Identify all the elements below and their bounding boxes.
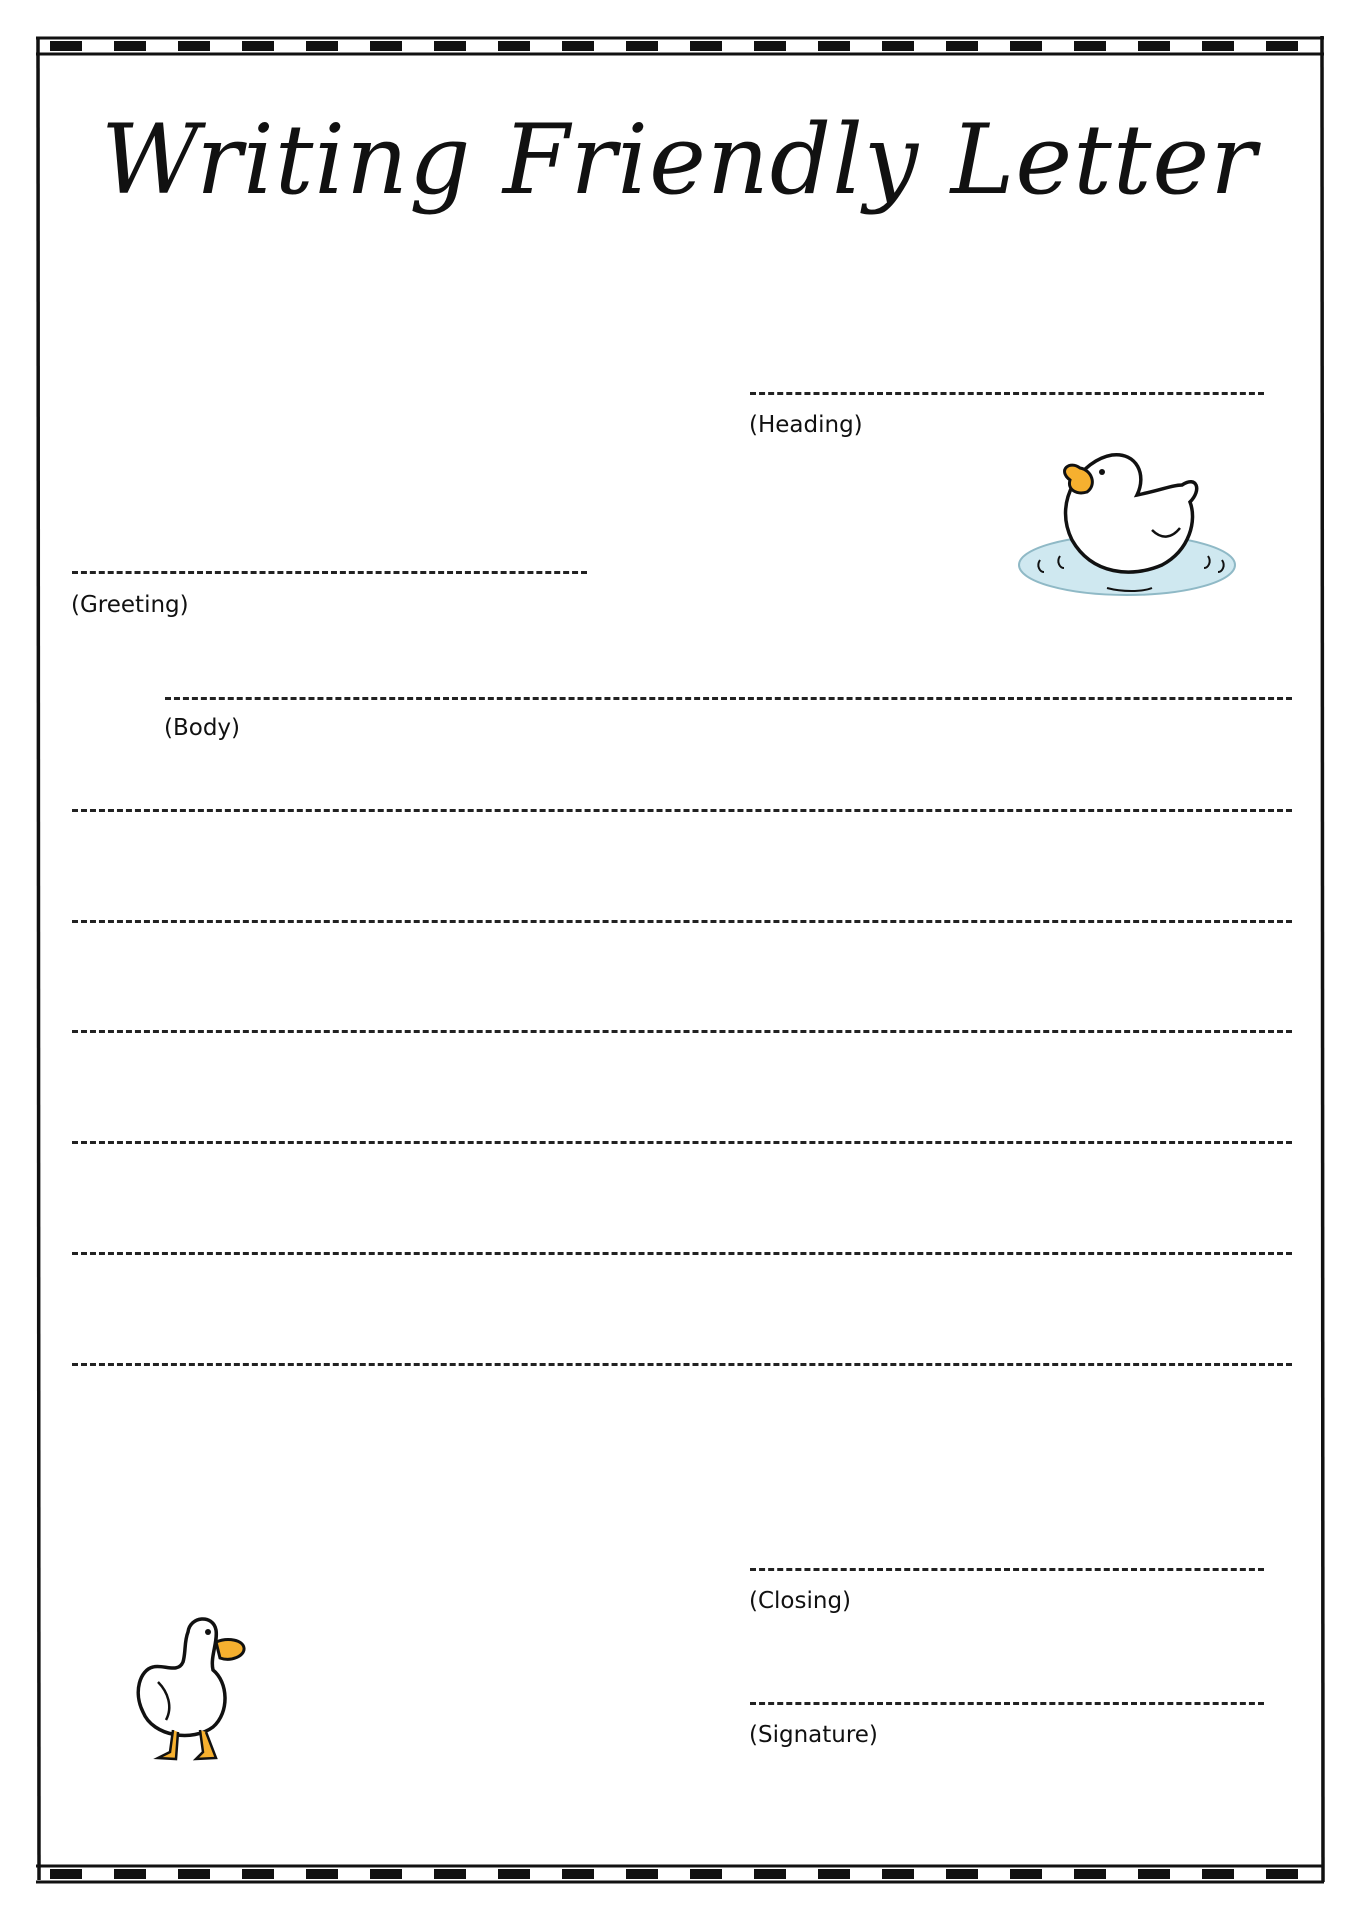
border-strip-block (50, 1869, 82, 1879)
body-label: (Body) (164, 715, 241, 741)
body-line[interactable] (72, 1141, 1292, 1144)
duck-standing-icon (128, 1612, 268, 1772)
border-strip-block (50, 41, 82, 51)
border-strip-block (754, 41, 786, 51)
border-strip-block (1138, 41, 1170, 51)
border-strip-block (626, 1869, 658, 1879)
border-strip-block (1266, 1869, 1298, 1879)
duck-swimming-icon (1012, 440, 1242, 610)
border-strip-block (1074, 41, 1106, 51)
border-strip-block (370, 41, 402, 51)
closing-label: (Closing) (749, 1588, 852, 1614)
border-strip-block (562, 1869, 594, 1879)
body-line[interactable] (72, 1030, 1292, 1033)
border-strip-block (690, 41, 722, 51)
border-strip-block (690, 1869, 722, 1879)
signature-label: (Signature) (749, 1722, 878, 1748)
body-line[interactable] (72, 809, 1292, 812)
signature-line[interactable] (750, 1702, 1264, 1705)
page-title: Writing Friendly Letter (100, 104, 1258, 216)
closing-line[interactable] (750, 1568, 1264, 1571)
border-strip-block (818, 1869, 850, 1879)
border-strip-block (242, 1869, 274, 1879)
heading-line[interactable] (750, 392, 1264, 395)
border-strip-block (114, 1869, 146, 1879)
border-strip-block (178, 1869, 210, 1879)
border-strip-block (1138, 1869, 1170, 1879)
border-strip-block (306, 41, 338, 51)
border-strip-block (498, 1869, 530, 1879)
border-strip-block (370, 1869, 402, 1879)
border-strip-block (434, 41, 466, 51)
border-strip-block (242, 41, 274, 51)
border-strip-block (498, 41, 530, 51)
greeting-label: (Greeting) (71, 592, 189, 618)
bottom-border-strip (36, 1866, 1324, 1882)
border-strip-block (1010, 1869, 1042, 1879)
border-strip-block (1266, 41, 1298, 51)
border-strip-block (1202, 41, 1234, 51)
border-strip-block (1074, 1869, 1106, 1879)
border-strip-block (626, 41, 658, 51)
border-strip-block (946, 1869, 978, 1879)
border-strip-block (882, 1869, 914, 1879)
border-strip-block (1010, 41, 1042, 51)
body-line[interactable] (72, 920, 1292, 923)
border-strip-block (178, 41, 210, 51)
border-strip-block (1202, 1869, 1234, 1879)
top-border-strip (36, 38, 1324, 54)
border-strip-block (946, 41, 978, 51)
border-strip-block (754, 1869, 786, 1879)
heading-label: (Heading) (749, 412, 863, 438)
greeting-line[interactable] (72, 571, 587, 574)
border-strip-block (562, 41, 594, 51)
body-first-line[interactable] (165, 697, 1292, 700)
border-strip-block (818, 41, 850, 51)
border-strip-block (434, 1869, 466, 1879)
body-line[interactable] (72, 1363, 1292, 1366)
border-strip-block (882, 41, 914, 51)
border-strip-block (114, 41, 146, 51)
border-strip-block (306, 1869, 338, 1879)
body-line[interactable] (72, 1252, 1292, 1255)
